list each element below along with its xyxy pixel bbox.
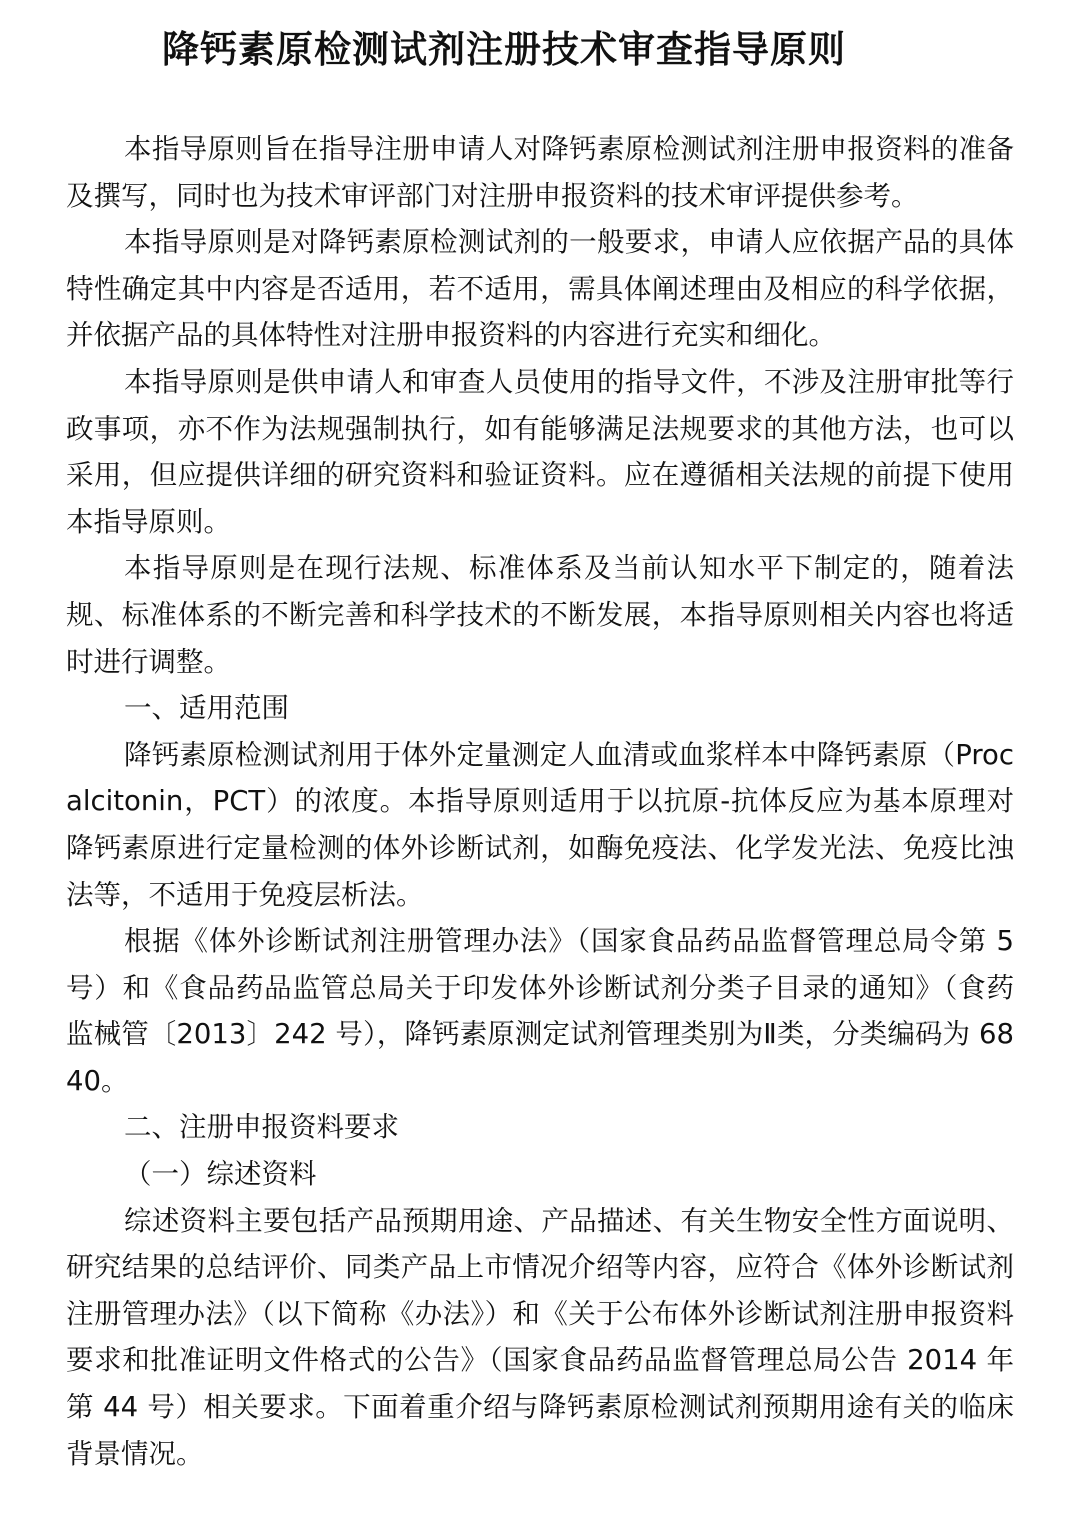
document-title: 降钙素原检测试剂注册技术审查指导原则 (162, 28, 846, 71)
paragraph-purpose: 本指导原则旨在指导注册申请人对降钙素原检测试剂注册申报资料的准备及撰写，同时也为技术审评部门对注册申报资料的技术审评提供参考。 (66, 133, 1014, 212)
paragraph-overview: 综述资料主要包括产品预期用途、产品描述、有关生物安全性方面说明、研究结果的总结评价、同类产品上市情况介绍等内容，应符合《体外诊断试剂注册管理办法》（以下简称《办法》）和《关于公布体外诊断试剂注册申报资料要求和批准证明文件格式的公告》（国家食品药品监督管理总局公告 2014 年第 44 号）相关要求。下面着重介绍与降钙素原检测试剂预期用途有关的临床背景情况。 (66, 1204, 1014, 1470)
paragraph-scope: 降钙素原检测试剂用于体外定量测定人血清或血浆样本中降钙素原（Procalcitonin，PCT）的浓度。本指导原则适用于以抗原-抗体反应为基本原理对降钙素原进行定量检测的体外诊断试剂，如酶免疫法、化学发光法、免疫比浊法等，不适用于免疫层析法。 (66, 738, 1014, 911)
document-body (66, 126, 1014, 1477)
paragraph-revision-note: 本指导原则是在现行法规、标准体系及当前认知水平下制定的，随着法规、标准体系的不断完善和科学技术的不断发展，本指导原则相关内容也将适时进行调整。 (66, 552, 1014, 678)
paragraph-general-requirements: 本指导原则是对降钙素原检测试剂的一般要求，申请人应依据产品的具体特性确定其中内容是否适用，若不适用，需具体阐述理由及相应的科学依据，并依据产品的具体特性对注册申报资料的内容进行充实和细化。 (66, 226, 1014, 352)
paragraph-classification: 根据《体外诊断试剂注册管理办法》（国家食品药品监督管理总局令第 5 号）和《食品药品监管总局关于印发体外诊断试剂分类子目录的通知》（食药监械管〔2013〕242 号），降钙素原测定试剂管理类别为Ⅱ类，分类编码为 6840。 (66, 925, 1014, 1097)
paragraph-usage-note: 本指导原则是供申请人和审查人员使用的指导文件，不涉及注册审批等行政事项，亦不作为法规强制执行，如有能够满足法规要求的其他方法，也可以采用，但应提供详细的研究资料和验证资料。应在遵循相关法规的前提下使用本指导原则。 (66, 365, 1014, 538)
section-heading-scope: 一、适用范围 (124, 692, 289, 725)
section-heading-requirements: 二、注册申报资料要求 (124, 1111, 399, 1144)
subsection-heading-overview: （一）综述资料 (124, 1158, 317, 1191)
